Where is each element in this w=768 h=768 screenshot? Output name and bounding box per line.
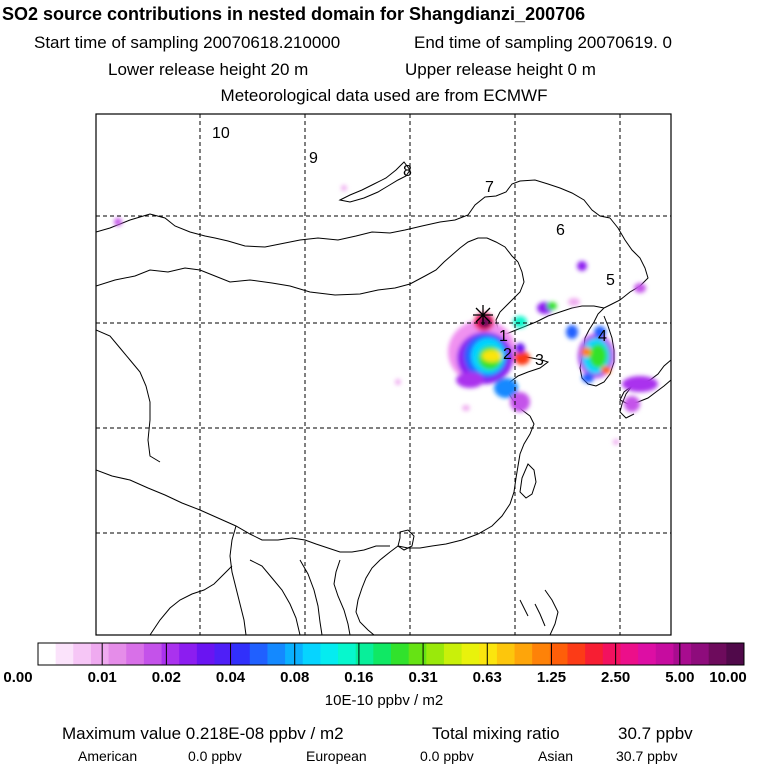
total-mixing-ratio-label: Total mixing ratio (432, 724, 560, 743)
colorbar-swatch (568, 643, 586, 665)
region-label-9: 9 (309, 150, 318, 167)
european-label: European (306, 748, 367, 764)
colorbar-swatch (691, 643, 709, 665)
colorbar-swatch (462, 643, 480, 665)
colorbar-swatch (267, 643, 285, 665)
colorbar-swatch (726, 643, 744, 665)
upper-release-height-label: Upper release height 0 m (405, 60, 596, 79)
colorbar-tick-label: 0.02 (151, 669, 181, 686)
colorbar-swatch (656, 643, 674, 665)
end-time-label: End time of sampling 20070619. 0 (414, 33, 673, 52)
region-label-10: 10 (212, 125, 230, 142)
region-label-3: 3 (535, 352, 544, 369)
colorbar-tick-label: 10.00 (709, 669, 747, 686)
region-label-8: 8 (403, 163, 412, 180)
colorbar-swatch (585, 643, 603, 665)
colorbar-swatch (285, 643, 303, 665)
asian-value: 30.7 ppbv (616, 748, 678, 764)
colorbar-tick-label: 0.08 (280, 669, 310, 686)
colorbar-swatch (320, 643, 338, 665)
colorbar-swatch (56, 643, 74, 665)
colorbar-swatch (126, 643, 144, 665)
region-label-6: 6 (556, 222, 565, 239)
start-time-label: Start time of sampling 20070618.210000 (34, 33, 341, 52)
colorbar-tick-label: 0.01 (87, 669, 117, 686)
figure-title: SO2 source contributions in nested domain for Shangdianzi_200706 (2, 4, 586, 24)
colorbar-swatch (620, 643, 638, 665)
colorbar-swatch (197, 643, 215, 665)
colorbar-swatch (709, 643, 727, 665)
colorbar-unit-label: 10E-10 ppbv / m2 (324, 692, 444, 709)
american-value: 0.0 ppbv (188, 748, 242, 764)
colorbar-swatch (391, 643, 409, 665)
colorbar-swatch (550, 643, 568, 665)
colorbar-swatch (426, 643, 444, 665)
colorbar-swatch (479, 643, 497, 665)
colorbar-swatch (409, 643, 427, 665)
lower-release-height-label: Lower release height 20 m (108, 60, 309, 79)
colorbar-swatch (73, 643, 91, 665)
colorbar-swatch (638, 643, 656, 665)
colorbar-swatch (515, 643, 533, 665)
colorbar-swatch (162, 643, 180, 665)
region-label-2: 2 (503, 346, 512, 363)
colorbar-tick-label: 5.00 (665, 669, 695, 686)
colorbar-swatch (38, 643, 56, 665)
meteorological-data-label: Meteorological data used are from ECMWF (220, 86, 548, 105)
colorbar-swatch (303, 643, 321, 665)
total-mixing-ratio-value: 30.7 ppbv (618, 724, 693, 743)
colorbar-tick-label: 1.25 (536, 669, 567, 686)
colorbar-tick-label: 0.16 (344, 669, 374, 686)
region-label-4: 4 (598, 328, 607, 345)
colorbar-swatch (144, 643, 162, 665)
region-label-5: 5 (606, 272, 615, 289)
european-value: 0.0 ppbv (420, 748, 474, 764)
colorbar-swatch (232, 643, 250, 665)
colorbar-tick-label: 0.04 (215, 669, 246, 686)
american-label: American (78, 748, 138, 764)
region-label-7: 7 (485, 179, 494, 196)
asian-label: Asian (538, 748, 574, 764)
colorbar-swatch (179, 643, 197, 665)
colorbar-swatch (673, 643, 691, 665)
colorbar-swatch (603, 643, 621, 665)
colorbar-swatch (109, 643, 127, 665)
colorbar-tick-label: 0.00 (3, 669, 33, 686)
colorbar-tick-label: 2.50 (601, 669, 631, 686)
colorbar-swatch (91, 643, 109, 665)
colorbar-swatch (373, 643, 391, 665)
colorbar-swatch (497, 643, 515, 665)
colorbar-swatch (215, 643, 233, 665)
colorbar-swatch (444, 643, 462, 665)
maximum-value-label: Maximum value 0.218E-08 ppbv / m2 (62, 724, 344, 743)
colorbar-tick-label: 0.63 (472, 669, 502, 686)
colorbar-tick-label: 0.31 (408, 669, 438, 686)
region-label-1: 1 (499, 328, 508, 345)
colorbar-swatch (338, 643, 356, 665)
colorbar-swatch (532, 643, 550, 665)
colorbar-swatch (250, 643, 268, 665)
